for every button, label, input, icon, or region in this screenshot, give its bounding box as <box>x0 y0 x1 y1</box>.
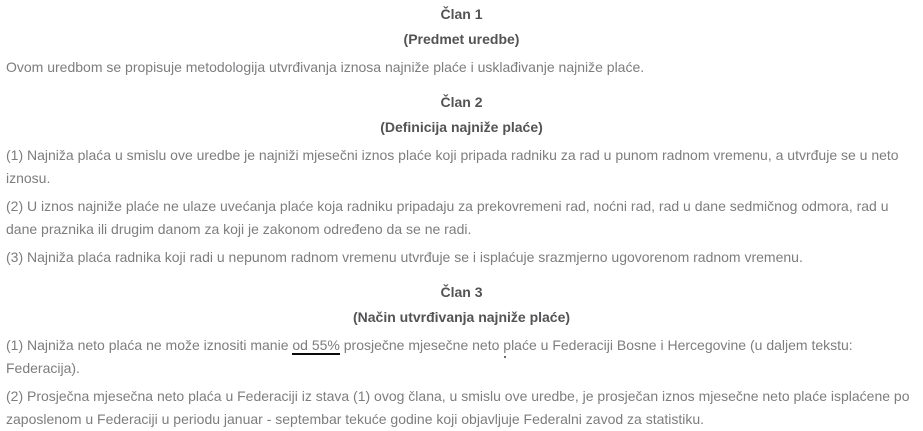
article-3-title: Član 3 <box>440 284 483 300</box>
paragraph-text-before-underline: (1) Najniža neto plaća ne može iznositi manie <box>6 337 293 353</box>
article-3-paragraph-1 <box>6 334 917 380</box>
article-2-subtitle: (Definicija najniže plaće) <box>380 119 543 135</box>
stray-dot-artifact <box>504 356 506 358</box>
article-1-title: Član 1 <box>440 6 483 22</box>
article-2-paragraph-3: (3) Najniža plaća radnika koji radi u nepunom radnom vremenu utvrđuje se i isplaćuje srazmjerno ugovorenom radnom vremenu. <box>6 249 803 265</box>
article-3-subtitle: (Način utvrđivanja najniže plaće) <box>352 309 571 325</box>
paragraph-text-after-underline: prosječne mjesečne neto plaće u Federaciji Bosne i Hercegovine (u daljem tekstu: Federacija). <box>6 337 853 376</box>
article-2-paragraph-1: (1) Najniža plaća u smislu ove uredbe je najniži mjesečni iznos plaće koji pripada radniku za rad u punom radnom vremenu, a utvrđuje se u neto iznosu. <box>6 147 899 186</box>
article-1 <box>6 3 917 79</box>
article-2-paragraph-2: (2) U iznos najniže plaće ne ulaze uvećanja plaće koja radniku pripadaju za prekovremeni rad, noćni rad, rad u dane sedmičnog odmora, rad u dane praznika ili drugim danom za koji je zakonom određeno da se ne radi. <box>6 198 889 237</box>
article-2 <box>6 91 917 269</box>
article-3 <box>6 281 917 431</box>
article-2-title: Član 2 <box>440 94 483 110</box>
article-1-paragraph: Ovom uredbom se propisuje metodologija utvrđivanja iznosa najniže plaće i usklađivanje najniže plaće. <box>6 59 645 75</box>
article-3-paragraph-2: (2) Prosječna mjesečna neto plaća u Federaciji iz stava (1) ovog člana, u smislu ove uredbe, je prosječan iznos mjesečne neto plaće isplaćene po zaposlenom u Federaciji u periodu januar - septembar tekuće godine koji objavljuje Federalni zavod za statistiku. <box>6 388 910 427</box>
article-1-subtitle: (Predmet uredbe) <box>403 31 520 47</box>
underlined-phrase: od 55% <box>292 337 340 353</box>
